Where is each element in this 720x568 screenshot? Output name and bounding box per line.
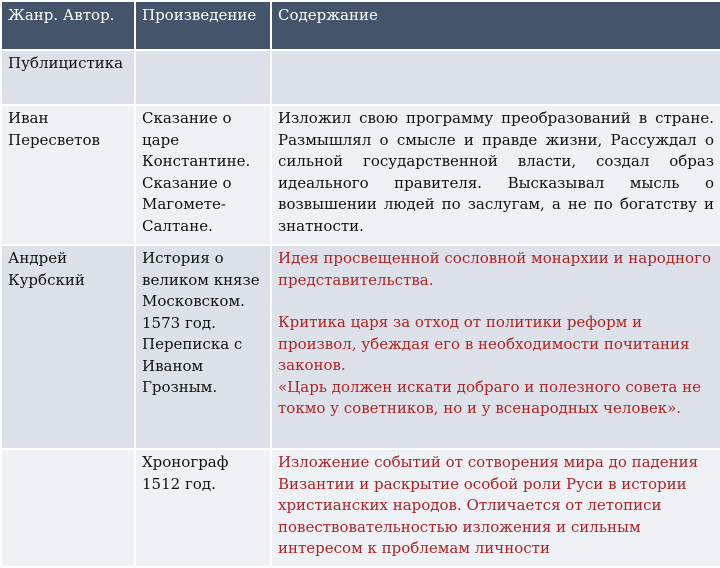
work-cell: Хронограф 1512 год. (135, 449, 271, 567)
author-cell (1, 449, 135, 567)
content-paragraph: Критика царя за отход от политики реформ и произвол, убеждая его в необходимости почитания законов. (278, 313, 690, 374)
content-cell (271, 245, 720, 449)
content-cell (271, 50, 720, 105)
header-genre-author: Жанр. Автор. (1, 1, 135, 50)
author-cell: Публицистика (1, 50, 135, 105)
paragraph-gap (278, 291, 714, 312)
table-row (1, 449, 720, 567)
table-header-row (1, 1, 720, 50)
table-row (1, 50, 720, 105)
work-cell: История о великом князе Московском. 1573 год. Переписка с Иваном Грозным. (135, 245, 271, 449)
work-cell: Сказание о царе Константине. Сказание о Магомете-Салтане. (135, 105, 271, 245)
work-cell (135, 50, 271, 105)
header-content: Содержание (271, 1, 720, 50)
content-paragraph: Идея просвещенной сословной монархии и народного представительства. (278, 249, 711, 289)
content-quote: «Царь должен искати добраго и полезного совета не токмо у советников, но и у всенародных человек». (278, 377, 701, 417)
header-work: Произведение (135, 1, 271, 50)
content-cell: Изложил свою программу преобразований в стране. Размышлял о смысле и правде жизни, Рассуждал о сильной государственной власти, создал образ идеального правителя. Высказывал мысль о возвышении людей по заслугам, а не по богатству и знатности. (271, 105, 720, 245)
author-cell: Андрей Курбский (1, 245, 135, 449)
content-cell: Изложение событий от сотворения мира до падения Византии и раскрытие особой роли Руси в истории христианских народов. Отличается от летописи повествовательностью изложения и сильным интересом к проблемам личности (271, 449, 720, 567)
table-row (1, 245, 720, 449)
author-cell: Иван Пересветов (1, 105, 135, 245)
table-row (1, 105, 720, 245)
